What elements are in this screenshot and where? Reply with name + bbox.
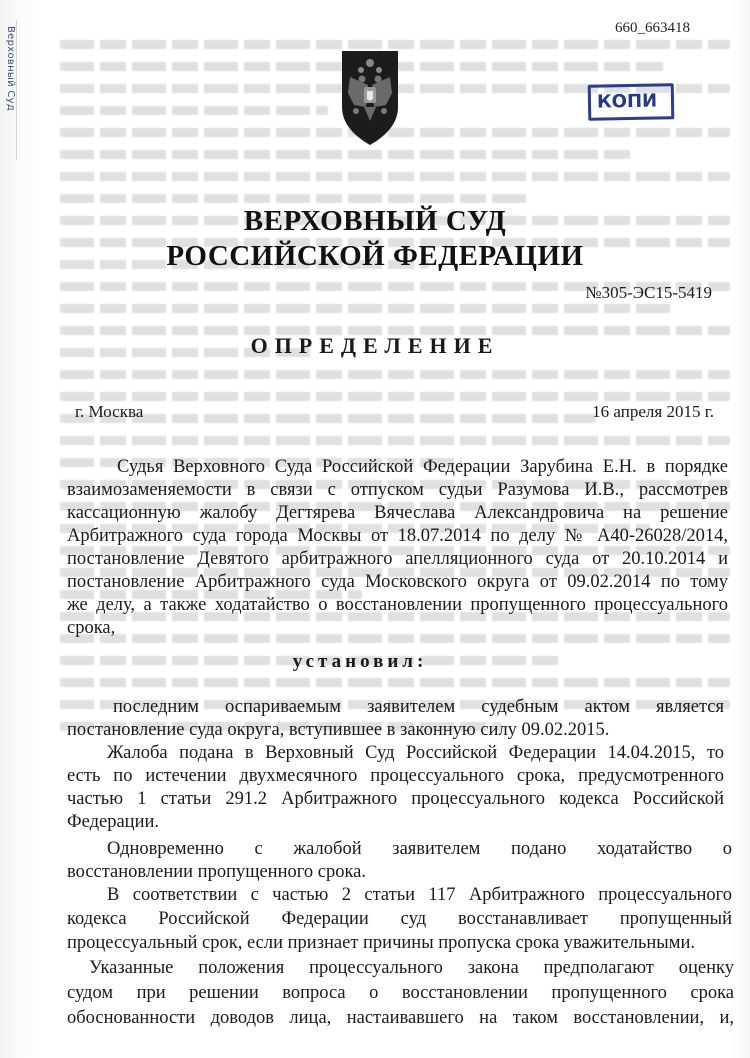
body-line: кодекса Российской Федерации суд восстанавливает пропущенный [67,909,732,929]
body-line: В соответствии с частью 2 статьи 117 Арбитражного процессуального [107,885,732,905]
body-line: последним оспариваемым заявителем судебным актом является [113,697,724,717]
body-line: Жалоба подана в Верховный Суд Российской Федерации 14.04.2015, то [107,743,724,763]
intro-line: срока, [67,618,116,638]
city: г. Москва [75,402,144,421]
body-line: постановление суда округа, вступившее в законную силу 09.02.2015. [67,720,610,740]
body-line: судом при решении вопроса о восстановлении пропущенного срока [67,983,734,1003]
body-line: процессуальный срок, если признает причины пропуска срока уважительными. [67,933,695,953]
body-line: обоснованности доводов лица, настаивавшего на таком восстановлении, и, [67,1008,734,1028]
established-heading: установил: [292,651,428,672]
body-line: восстановлении пропущенного срока. [67,862,366,882]
intro-line: взаимозаменяемости в связи с отпуском судьи Разумова И.В., рассмотрев [67,480,728,500]
side-label: Верховный Суд [5,26,16,112]
case-number: №305-ЭС15-5419 [585,283,712,302]
body-line: Указанные положения процессуального закона предполагают оценку [89,958,734,978]
intro-line: Арбитражного суда города Москвы от 18.07.2014 по делу № А40-26028/2014, [67,526,728,546]
coat-of-arms-icon [340,49,400,147]
document-number: 660_663418 [615,20,690,36]
intro-line: постановление Арбитражного суда Московского округа от 09.02.2014 по тому [67,572,728,592]
court-name-line1: ВЕРХОВНЫЙ СУД [243,205,507,237]
body-line: есть по истечении двухмесячного процессуального срока, предусмотренного [67,766,724,786]
intro-line: же делу, а также ходатайство о восстановлении пропущенного процессуального [67,595,728,615]
intro-line: кассационную жалобу Дегтярева Вячеслава Александровича на решение [67,503,728,523]
copy-stamp: КОПИ [588,83,675,120]
intro-line: постановление Девятого арбитражного апелляционного суда от 20.10.2014 и [67,549,728,569]
document-date: 16 апреля 2015 г. [592,402,714,421]
body-line: частью 1 статьи 291.2 Арбитражного процессуального кодекса Российской [67,789,724,809]
court-name-line2: РОССИЙСКОЙ ФЕДЕРАЦИИ [166,240,584,272]
document-title: ОПРЕДЕЛЕНИЕ [250,333,500,358]
body-line: Федерации. [67,812,159,832]
body-line: Одновременно с жалобой заявителем подано ходатайство о [107,839,732,859]
intro-line: Судья Верховного Суда Российской Федерации Зарубина Е.Н. в порядке [117,457,728,477]
